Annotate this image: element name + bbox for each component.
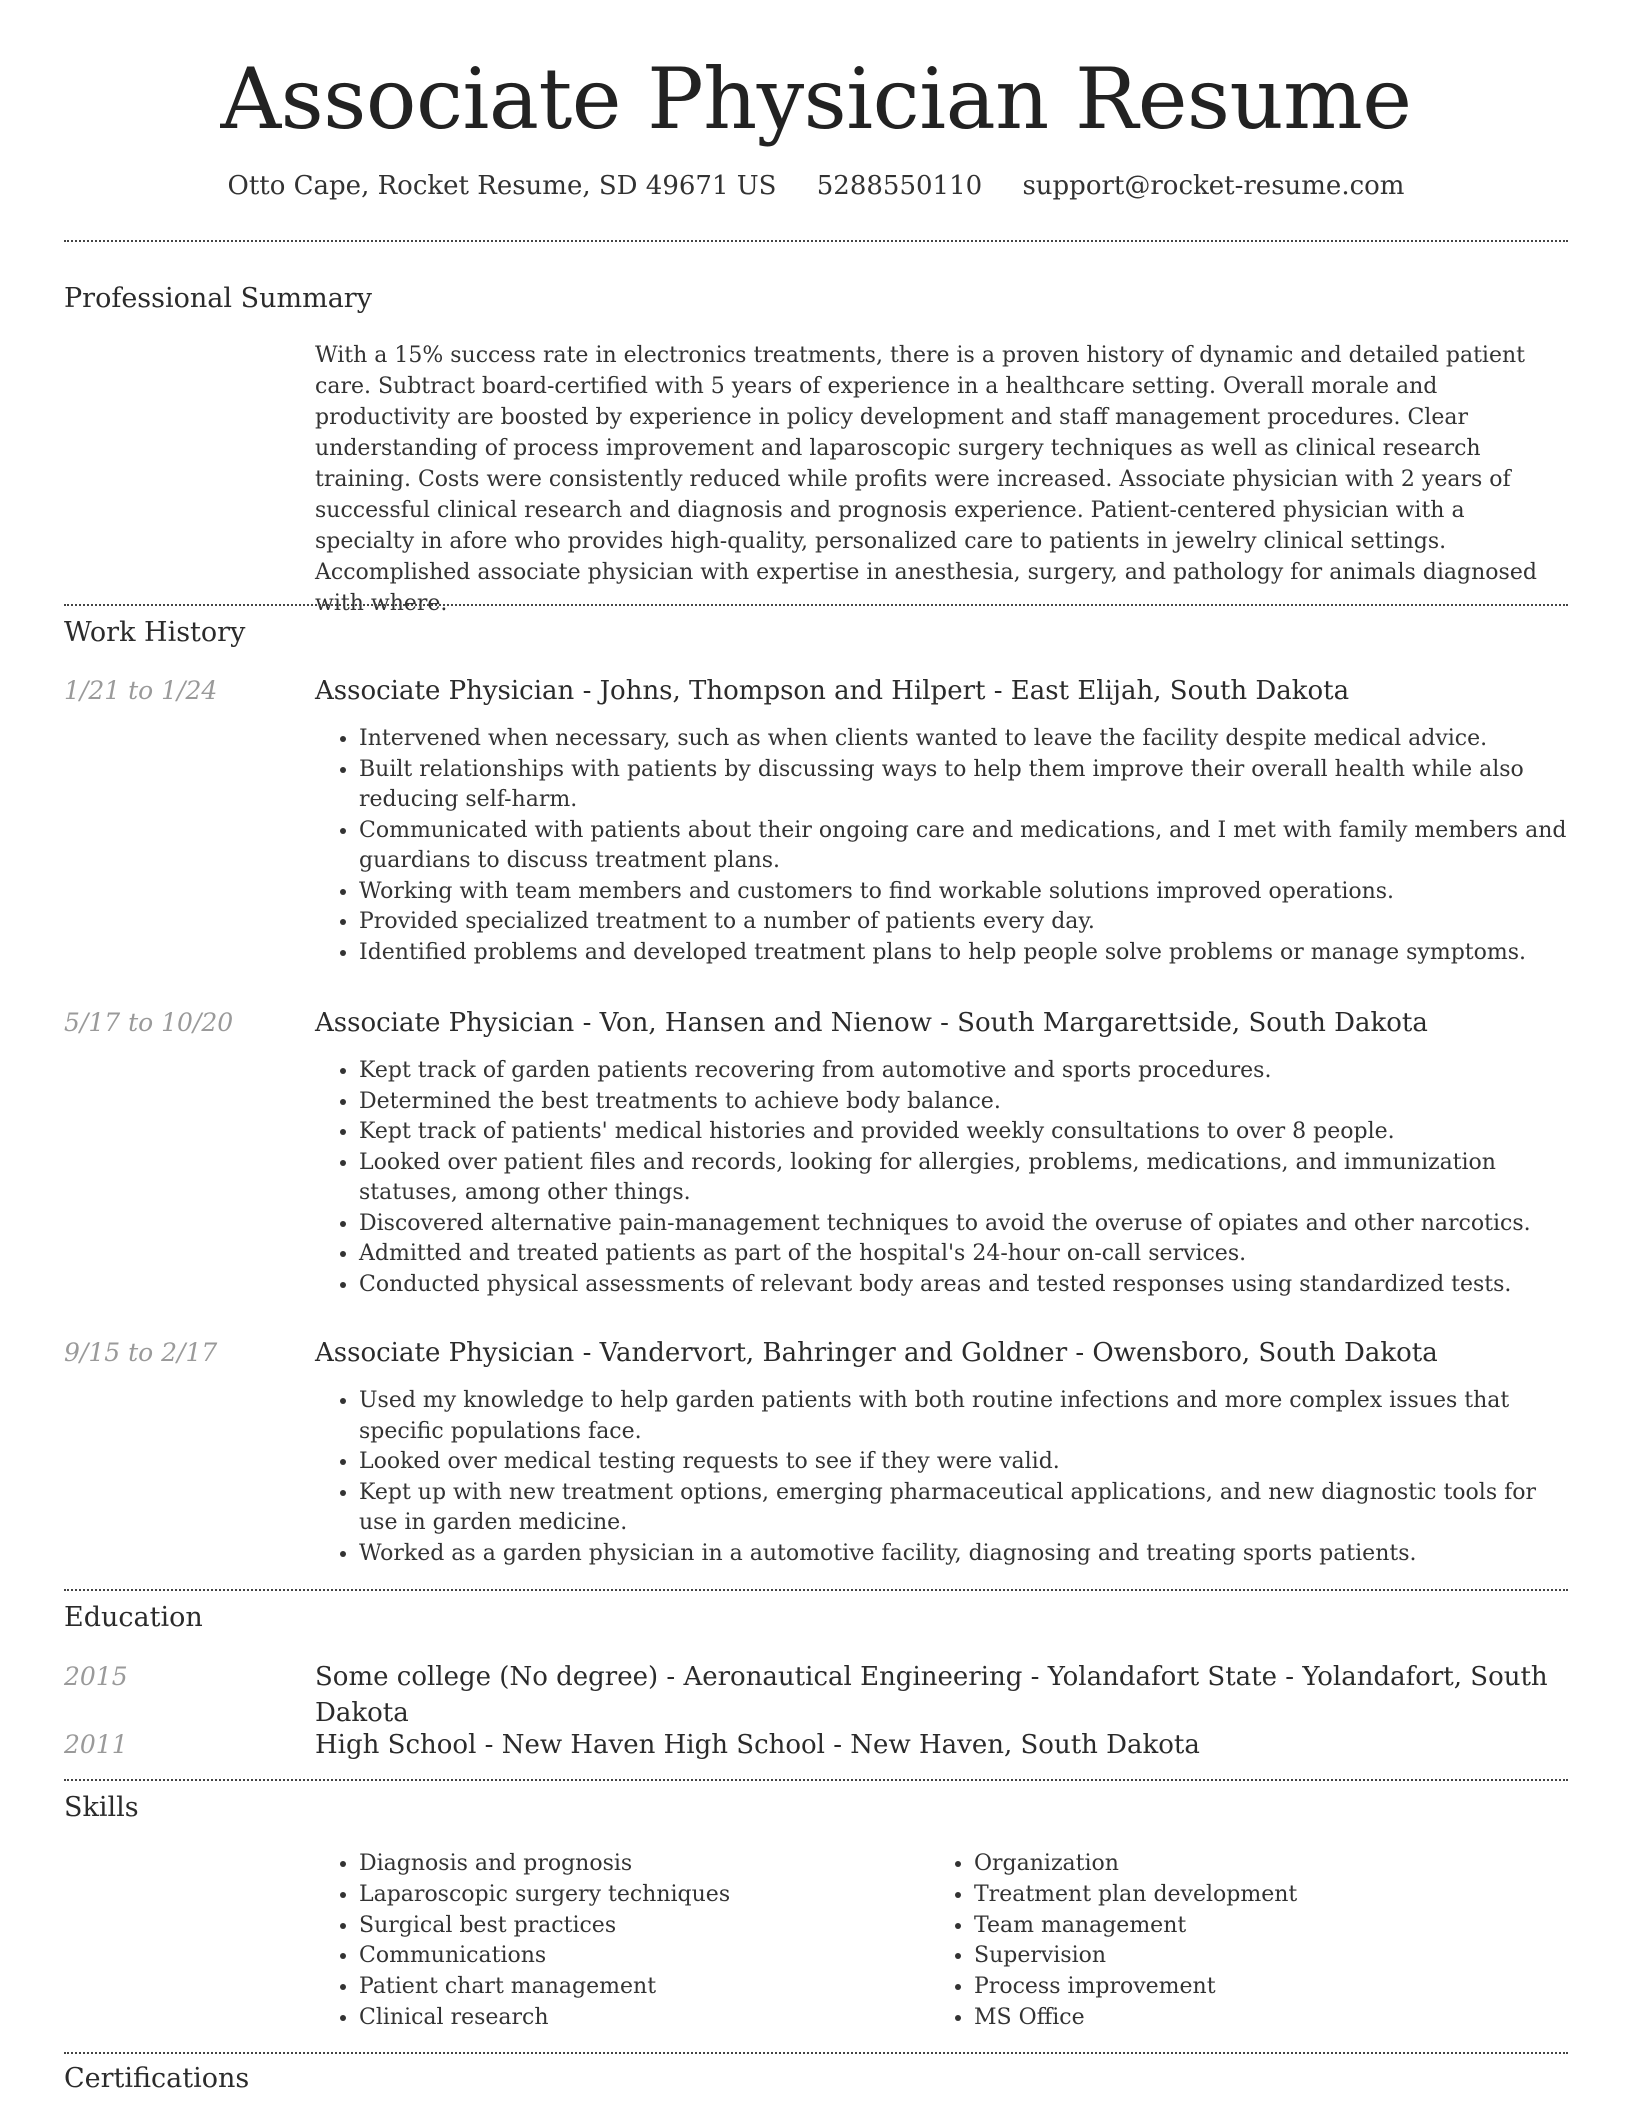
contact-address: Otto Cape, Rocket Resume, SD 49671 US — [227, 171, 777, 201]
job-bullets — [315, 1056, 1568, 1300]
job-bullet: • Kept track of garden patients recovering from automotive and sports procedures. — [359, 1056, 1568, 1087]
skills-list-left — [315, 1849, 875, 2034]
section-title-work-history: Work History — [64, 617, 246, 648]
contact-email: support@rocket-resume.com — [1022, 171, 1405, 201]
skill-item: • Supervision — [974, 1941, 1490, 1972]
job-bullet: • Kept track of patients' medical histories and provided weekly consultations to over 8 people. — [359, 1117, 1568, 1148]
education-year: 2015 — [64, 1662, 128, 1691]
job-bullet: • Worked as a garden physician in a automotive facility, diagnosing and treating sports patients. — [359, 1539, 1568, 1570]
skill-item: • Clinical research — [359, 2003, 875, 2034]
job-bullet: • Identified problems and developed treatment plans to help people solve problems or manage symptoms. — [359, 938, 1568, 969]
summary-text: With a 15% success rate in electronics treatments, there is a proven history of dynamic and detailed patient care. Subtract board-certified with 5 years of experience in a healthcare setting. Overall morale and productivity are boosted by experience in policy development and staff management procedures. Clear understanding of process improvement and laparoscopic surgery techniques as well as clinical research training. Costs were consistently reduced while profits were increased. Associate physician with 2 years of successful clinical research and diagnosis and prognosis experience. Patient-centered physician with a specialty in afore who provides high-quality, personalized care to patients in jewelry clinical settings. Accomplished associate physician with expertise in anesthesia, surgery, and pathology for animals diagnosed with where. — [315, 343, 1537, 616]
job-bullet: • Discovered alternative pain-management techniques to avoid the overuse of opiates and other narcotics. — [359, 1209, 1568, 1240]
education-entry: Some college (No degree) - Aeronautical Engineering - Yolandafort State - Yolandafort, South Dakota — [315, 1662, 1548, 1728]
divider — [64, 1589, 1568, 1591]
job-bullet: • Communicated with patients about their ongoing care and medications, and I met with family members and guardians to discuss treatment plans. — [359, 816, 1568, 877]
job-bullet: • Working with team members and customers to find workable solutions improved operations. — [359, 877, 1568, 908]
job-heading: Associate Physician - Johns, Thompson and Hilpert - East Elijah, South Dakota — [315, 676, 1350, 706]
job-bullet: • Admitted and treated patients as part of the hospital's 24-hour on-call services. — [359, 1239, 1568, 1270]
job-bullet: • Kept up with new treatment options, emerging pharmaceutical applications, and new diagnostic tools for use in garden medicine. — [359, 1478, 1568, 1539]
skill-item: • Team management — [974, 1911, 1490, 1942]
job-dates: 9/15 to 2/17 — [64, 1338, 218, 1367]
job-bullet: • Provided specialized treatment to a number of patients every day. — [359, 907, 1568, 938]
job-bullet: • Looked over patient files and records, looking for allergies, problems, medications, and immunization statuses, among other things. — [359, 1148, 1568, 1209]
contact-phone: 5288550110 — [816, 171, 983, 201]
contact-line — [0, 168, 1632, 204]
job-heading: Associate Physician - Vandervort, Bahringer and Goldner - Owensboro, South Dakota — [315, 1338, 1438, 1368]
divider — [64, 1779, 1568, 1781]
skills-list-right — [930, 1849, 1490, 2034]
skill-item: • Surgical best practices — [359, 1911, 875, 1942]
job-bullet: • Built relationships with patients by discussing ways to help them improve their overall health while also reducing self-harm. — [359, 755, 1568, 816]
skill-item: • Communications — [359, 1941, 875, 1972]
skill-item: • Laparoscopic surgery techniques — [359, 1880, 875, 1911]
job-bullets — [315, 1386, 1568, 1569]
divider — [64, 240, 1568, 242]
job-dates: 1/21 to 1/24 — [64, 676, 218, 705]
job-bullet: • Conducted physical assessments of relevant body areas and tested responses using standardized tests. — [359, 1270, 1568, 1301]
divider — [64, 2052, 1568, 2054]
job-heading: Associate Physician - Von, Hansen and Nienow - South Margarettside, South Dakota — [315, 1008, 1428, 1038]
job-bullet: • Looked over medical testing requests to see if they were valid. — [359, 1447, 1568, 1478]
skill-item: • Treatment plan development — [974, 1880, 1490, 1911]
skill-item: • Process improvement — [974, 1972, 1490, 2003]
job-bullets — [315, 724, 1568, 968]
job-bullet: • Intervened when necessary, such as when clients wanted to leave the facility despite medical advice. — [359, 724, 1568, 755]
skill-item: • MS Office — [974, 2003, 1490, 2034]
skill-item: • Diagnosis and prognosis — [359, 1849, 875, 1880]
divider — [64, 604, 1568, 606]
job-dates: 5/17 to 10/20 — [64, 1008, 234, 1037]
job-bullet: • Determined the best treatments to achieve body balance. — [359, 1087, 1568, 1118]
skill-item: • Patient chart management — [359, 1972, 875, 2003]
section-title-skills: Skills — [64, 1792, 139, 1823]
section-title-summary: Professional Summary — [64, 283, 372, 314]
job-bullet: • Used my knowledge to help garden patients with both routine infections and more complex issues that specific populations face. — [359, 1386, 1568, 1447]
education-entry: High School - New Haven High School - New Haven, South Dakota — [315, 1730, 1200, 1760]
section-title-certifications: Certifications — [64, 2063, 250, 2094]
section-title-education: Education — [64, 1602, 203, 1633]
skill-item: • Organization — [974, 1849, 1490, 1880]
education-year: 2011 — [64, 1730, 128, 1759]
resume-title: Associate Physician Resume — [220, 50, 1412, 148]
